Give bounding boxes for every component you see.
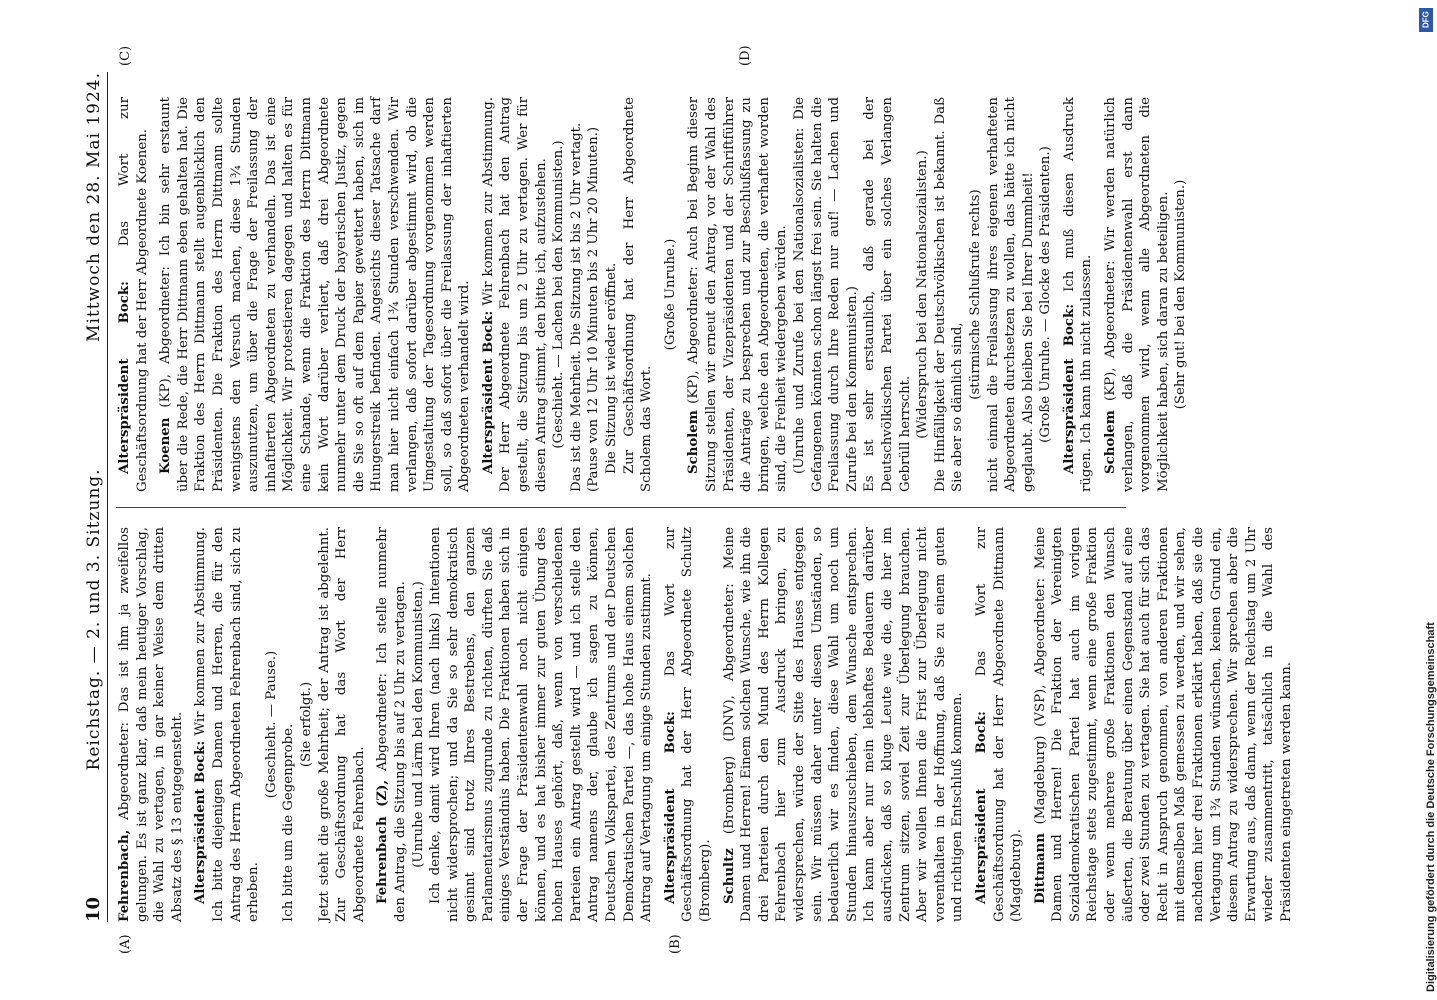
- paragraph: [985, 97, 1038, 492]
- paragraph: [932, 97, 967, 492]
- paragraph: [568, 97, 586, 492]
- paragraph: [967, 97, 985, 492]
- paragraph-text: Wir kommen zur Abstimmung. Der Herr Abgeordnete Fehrenbach hat den Antrag gestellt, die Sitzung bis um 2 Uhr zu vertagen. Wer für diesen Antrag stimmt, den bitte ich, aufzustehen.: [480, 97, 549, 492]
- paragraph: [973, 527, 1026, 922]
- speaker-name: Dittmann: [1032, 833, 1048, 904]
- paragraph-text: Das Wort zur Geschäftsordnung hat der Herr Abgeordnete Dittmann (Magdeburg).: [973, 527, 1025, 922]
- paragraph-text: (Geschieht. — Pause.): [263, 650, 279, 799]
- speaker-name: Alterspräsident Bock:: [973, 711, 989, 904]
- margin-mark-d: (D): [738, 45, 753, 66]
- header-left-title: Reichstag. — 2. und 3. Sitzung.: [84, 468, 104, 771]
- paragraph: [1172, 97, 1190, 492]
- paragraph-text: (KP), Abgeordneter: Auch bei Beginn dieser Sitzung stellen wir erneut den Antrag, vor der Wahl des Präsidenten, der Vizepräsidenten und der Schriftführer die Anträge zu besprechen und zur Beschlußfassung zu bringen, welche den Abgeordneten, die verhaftet worden sind, die Freiheit wiedergeben würden.: [686, 97, 790, 492]
- paragraph: [374, 527, 409, 922]
- margin-mark-c: (C): [118, 45, 133, 66]
- paragraph: [585, 97, 603, 492]
- speaker-name: Scholem: [1103, 410, 1119, 474]
- paragraph-text: (KP), Abgeordneter: Wir werden natürlich verlangen, daß die Präsidentenwahl erst dann vorgenommen wird, wenn alle Abgeordneten die Möglichkeit haben, sich daran zu beteiligen.: [1103, 97, 1171, 492]
- paragraph: [662, 527, 715, 922]
- paragraph-text: (KP), Abgeordneter: Ich bin sehr erstaunt über die Rede, die Herr Dittmann eben gehalten hat. Die Fraktion des Herrn Dittmann stellt augenblicklich den Präsidenten. Die Fraktion des Herrn Dittmann sollte wenigstens den Versuch machen, diese 1¾ Stunden auszunutzen, um über die Frage der Freilassung der inhaftierten Abgeordneten zu verhandeln. Das ist eine Möglichkeit. Wir protestieren dagegen und halten es für eine Schande, wenn die Fraktion des Herrn Dittmann kein Wort darüber verliert, daß drei Abgeordnete nunmehr unter dem Druck der bayerischen Justiz, gegen die Sie so oft auf dem Papier gewettert haben, sich im Hungerstreik befinden. Angesichts dieser Tatsache darf man hier nicht einfach 1¾ Stunden verschwenden. Wir verlangen, daß sofort darüber abgestimmt wird, ob die Umgestaltung der Tagesordnung vorgenommen werden soll, so daß sofort über die Freilassung der inhaftierten Abgeordneten verhandelt wird.: [158, 97, 473, 492]
- paragraph: [721, 527, 967, 922]
- paragraph: [550, 97, 568, 492]
- paragraph: [427, 527, 656, 922]
- paragraph-text: (Geschieht. — Lachen bei den Kommunisten.): [551, 140, 567, 449]
- paragraph: [1037, 97, 1055, 492]
- margin-mark-b: (B): [668, 934, 683, 954]
- paragraph: [480, 97, 550, 492]
- paragraph-text: nicht einmal die Freilassung ihres eigenen verhafteten Abgeordneten durchsetzen zu wollen, das hätte ich nicht geglaubt. Also bleiben Sie bei Ihrer Dummheit!: [985, 97, 1036, 492]
- paragraph-text: (Unruhe und Zurufe bei den Nationalsozialisten: Die Gefangenen könnten schon längst frei sein. Sie halten die Freilassung durch Ihre Reden nur auf! — Lachen und Zurufe bei den Kommunisten.): [791, 97, 860, 492]
- speaker-name: Alterspräsident Bock:: [662, 711, 678, 904]
- speaker-name: Alterspräsident Bock:: [193, 740, 209, 904]
- paragraph: [316, 527, 369, 922]
- paragraph-text: (Sehr gut! bei den Kommunisten.): [1173, 179, 1189, 410]
- paragraph-text: (Große Unruhe.): [662, 238, 678, 351]
- paragraph: [791, 97, 861, 492]
- rotated-page: [78, 45, 1294, 954]
- paragraph: [1102, 97, 1172, 492]
- paragraph-text: Das Wort zur Geschäftsordnung hat der Herr Abgeordnete Koenen.: [117, 97, 150, 492]
- speaker-name: Alterspräsident Bock:: [480, 310, 496, 474]
- paragraph: [861, 97, 914, 492]
- paragraph: [298, 527, 316, 922]
- paragraph-text: Die Hinfälligkeit der Deutschvölkischen ist bekannt. Daß Sie aber so dämlich sind,: [932, 97, 966, 492]
- paragraph: [1032, 527, 1296, 922]
- paragraph-text: (stürmische Schlußrufe rechts): [967, 189, 983, 400]
- dfg-logo: DFG: [1419, 8, 1433, 32]
- paragraph: [280, 527, 298, 922]
- paragraph: [116, 97, 151, 492]
- paragraph-text: Abgeordneter: Ich stelle nunmehr den Antrag, die Sitzung bis auf 2 Uhr zu vertagen.: [375, 526, 408, 922]
- paragraph-text: Ich bitte um die Gegenprobe.: [281, 723, 297, 922]
- paragraph-text: Abgeordneter: Das ist ihm ja zweifellos gelungen. Es ist ganz klar, daß mein heutiger Vorschlag, die Wahl zu vertagen, in gar keiner Weise dem dritten Absatz des § 13 entgegensteht.: [117, 527, 185, 922]
- speaker-name: Koenen: [158, 417, 174, 474]
- paragraph-text: (Widerspruch bei den Nationalsozialisten.): [915, 150, 931, 439]
- paragraph: [116, 527, 186, 922]
- paragraph-text: Die Sitzung ist wieder eröffnet.: [604, 262, 620, 474]
- paragraph-text: (Sie erfolgt.): [298, 681, 314, 768]
- paragraph-text: Ich denke, damit wird Ihren (nach links) Intentionen nicht widersprochen; und da Sie so sehr demokratisch gesinnt sind trotz Ihres Bestrebens, den ganzen Parlamentarismus zugrunde zu richten, dürften Sie daß einiges Verständnis haben. Die Fraktionen haben sich in der Frage der Präsidentenwahl noch nicht einigen können, und es hat bisher immer zur guten Übung des hohen Hauses gehört, daß, wenn von verschiedenen Parteien ein Antrag gestellt wird — und ich stelle den Antrag namens der, glaube ich sagen zu können, Deutschen Volkspartei, des Zentrums und der Deutschen Demokratischen Partei —, das hohe Haus einem solchen Antrag auf Vertagung um einige Stunden zustimmt.: [428, 527, 655, 922]
- paragraph-text: Es ist sehr erstaunlich, daß gerade bei der Deutschvölkischen Partei über ein solches Verlangen Gebrüll herrscht.: [862, 97, 913, 492]
- digitization-note: [1405, 8, 1435, 992]
- paragraph: [1061, 97, 1096, 492]
- speaker-name: Fehrenbach (Z),: [375, 779, 391, 904]
- paragraph-text: Das ist die Mehrheit. Die Sitzung ist bis 2 Uhr vertagt.: [568, 122, 584, 492]
- paragraph-text: (Bromberg) (DNV), Abgeordneter: Meine Damen und Herren! Einem solchen Wunsche, wie ihn die drei Parteien durch den Mund des Herrn Kollegen Fehrenbach hier zum Ausdruck bringen, zu widersprechen, würde der Sitte des Hauses entgegen sein. Wir müssen daher unter diesen Umständen, so bedauerlich wir es finden, diese Wahl um noch um Stunden hinauszuschieben, dem Wunsche entsprechen. Ich kann aber nur mein lebhaftes Bedauern darüber ausdrücken, daß so kluge Leute wie die, die hier im Zentrum sitzen, soviel Zeit zur Überlegung brauchen. Aber wir wollen Ihnen die Frist zur Überlegung nicht vorenthalten in der Hoffnung, daß Sie zu einem guten und richtigen Entschluß kommen.: [721, 527, 966, 922]
- text-column-left: [116, 526, 1294, 922]
- header-right-title: Mittwoch den 28. Mai 1924.: [84, 72, 104, 342]
- paragraph-text: Ich muß diesen Ausdruck rügen. Ich kann ihn nicht zulassen.: [1061, 97, 1095, 492]
- speaker-name: Alterspräsident Bock:: [1061, 303, 1077, 474]
- paragraph: [621, 97, 656, 492]
- paragraph: [157, 97, 474, 492]
- margin-mark-a: (A): [118, 934, 133, 954]
- page-number: 10: [83, 896, 104, 922]
- speaker-name: Schultz: [721, 848, 737, 904]
- digitization-note-text: Digitalisierung gefördert durch die Deutsche Forschungsgemeinschaft: [1425, 622, 1437, 992]
- paragraph: [662, 97, 680, 492]
- paragraph-text: Das Wort zur Geschäftsordnung hat der Herr Abgeordnete Schultz (Bromberg).: [662, 527, 713, 922]
- paragraph-text: Zur Geschäftsordnung hat der Herr Abgeordnete Scholem das Wort.: [621, 97, 655, 492]
- column-divider: [116, 507, 1126, 508]
- paragraph-text: (Große Unruhe. — Glocke des Präsidenten.): [1038, 146, 1054, 443]
- paragraph: [263, 527, 281, 922]
- speaker-name: Fehrenbach,: [117, 829, 132, 922]
- paragraph: [685, 97, 791, 492]
- paragraph: [410, 527, 428, 922]
- speaker-name: Alterspräsident Bock:: [117, 281, 132, 474]
- paragraph-text: Wir kommen zur Abstimmung. Ich bitte diejenigen Damen und Herren, die für den Antrag des Herrn Abgeordneten Fehrenbach sind, sich zu erheben.: [193, 527, 262, 922]
- paragraph: [603, 97, 621, 492]
- speaker-name: Scholem: [686, 410, 702, 474]
- paragraph-text: Jetzt steht die große Mehrheit; der Antrag ist abgelehnt. Zur Geschäftsordnung hat das Wort der Herr Abgeordnete Fehrenbach.: [316, 527, 367, 922]
- page-header: [78, 72, 108, 922]
- text-column-right: [116, 97, 1189, 492]
- paragraph-text: (Unruhe und Lärm bei den Kommunisten.): [410, 581, 426, 868]
- paragraph: [914, 97, 932, 492]
- paragraph-text: (Pause von 12 Uhr 10 Minuten bis 2 Uhr 20 Minuten.): [586, 126, 602, 492]
- paragraph-text: (Magdeburg) (VSP), Abgeordneter: Meine Damen und Herren! Die Fraktion der Vereinigten Sozialdemokratischen Partei hat auch im vorigen Reichstage stets zugestimmt, wenn eine große Fraktion oder wenn mehrere große Fraktionen den Wunsch äußerten, die Beratung über einen Gegenstand auf eine oder zwei Stunden zu vertagen. Sie hat auch für sich das Recht in Anspruch genommen, von anderen Fraktionen mit demselben Maß gemessen zu werden, und wir sehen, nachdem hier drei Fraktionen erklärt haben, daß sie die Vertagung um 1¾ Stunden wünschen, keinen Grund ein, diesem Antrag zu widersprechen. Wir sprechen aber die Erwartung aus, daß dann, wenn der Reichstag um 2 Uhr wieder zusammentritt, tatsächlich in die Wahl des Präsidenten eingetreten werden kann.: [1032, 526, 1294, 922]
- paragraph: [192, 527, 262, 922]
